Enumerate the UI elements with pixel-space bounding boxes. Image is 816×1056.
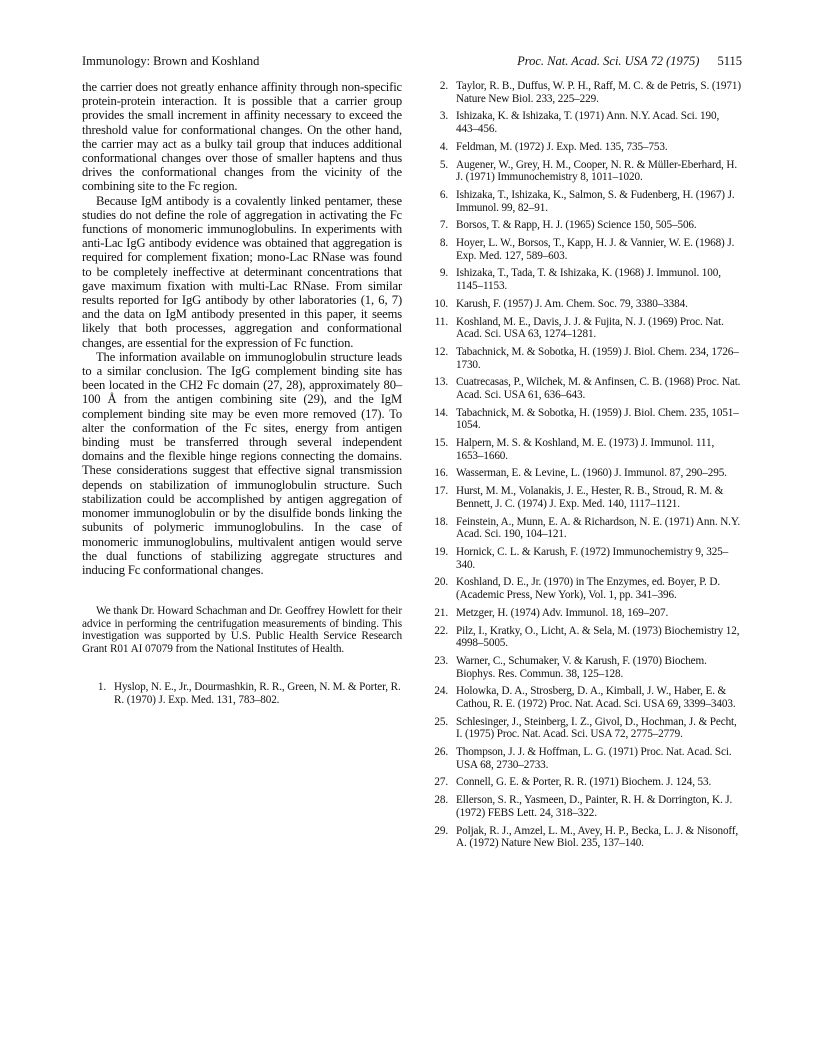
right-column: [424, 80, 742, 855]
reference-number: 5.: [439, 158, 448, 171]
reference-number: 1.: [97, 681, 106, 694]
reference-item: [424, 625, 742, 650]
reference-number: 7.: [439, 219, 448, 232]
section-title: Immunology: Brown and Koshland: [82, 54, 260, 68]
reference-text: Holowka, D. A., Strosberg, D. A., Kimball, J. W., Haber, E. & Cathou, R. E. (1972) Proc. Nat. Acad. Sci. USA 69, 3399–3403.: [456, 685, 736, 710]
reference-text: Halpern, M. S. & Koshland, M. E. (1973) J. Immunol. 111, 1653–1660.: [456, 437, 715, 462]
reference-number: 19.: [434, 546, 448, 558]
reference-item: [424, 825, 742, 850]
reference-item: [424, 794, 742, 819]
reference-number: 15.: [434, 437, 448, 450]
reference-number: 13.: [434, 376, 448, 389]
reference-item: [424, 141, 742, 154]
reference-number: 17.: [434, 485, 448, 498]
reference-text: Feldman, M. (1972) J. Exp. Med. 135, 735–753.: [456, 140, 668, 153]
reference-item: [82, 681, 402, 706]
reference-number: 29.: [434, 824, 448, 837]
reference-text: Hyslop, N. E., Jr., Dourmashkin, R. R., Green, N. M. & Porter, R. R. (1970) J. Exp. Med. 131, 783–802.: [114, 681, 401, 707]
reference-number: 26.: [434, 746, 448, 759]
reference-number: 12.: [434, 345, 448, 358]
reference-text: Taylor, R. B., Duffus, W. P. H., Raff, M. C. & de Petris, S. (1971) Nature New Biol. 233, 225–229.: [456, 80, 741, 105]
reference-item: [424, 546, 742, 571]
acknowledgment: We thank Dr. Howard Schachman and Dr. Geoffrey Howlett for their advice in performing the centrifugation measurements of binding. This investigation was supported by U.S. Public Health Service Research Grant R01 AI 07079 from the National Institutes of Health.: [82, 605, 402, 655]
reference-text: Hoyer, L. W., Borsos, T., Kapp, H. J. & Vannier, W. E. (1968) J. Exp. Med. 127, 589–603.: [456, 237, 735, 262]
reference-item: [424, 298, 742, 311]
reference-text: Connell, G. E. & Porter, R. R. (1971) Biochem. J. 124, 53.: [456, 776, 712, 789]
reference-item: [424, 685, 742, 710]
reference-item: [424, 607, 742, 620]
reference-item: [424, 467, 742, 480]
reference-text: Pilz, I., Kratky, O., Licht, A. & Sela, M. (1973) Biochemistry 12, 4998–5005.: [456, 624, 740, 650]
reference-text: Borsos, T. & Rapp, H. J. (1965) Science 150, 505–506.: [456, 219, 697, 232]
reference-item: [424, 437, 742, 462]
reference-item: [424, 110, 742, 135]
reference-text: Schlesinger, J., Steinberg, I. Z., Givol, D., Hochman, J. & Pecht, I. (1975) Proc. Nat. Acad. Sci. USA 72, 2775–2779.: [456, 715, 737, 741]
reference-number: 18.: [434, 515, 448, 528]
reference-text: Hurst, M. M., Volanakis, J. E., Hester, R. B., Stroud, R. M. & Bennett, J. C. (1974) J. Exp. Med. 140, 1117–1121.: [456, 485, 724, 510]
journal-info: [517, 54, 742, 70]
reference-text: Ishizaka, T., Tada, T. & Ishizaka, K. (1968) J. Immunol. 100, 1145–1153.: [456, 267, 721, 293]
reference-number: 9.: [439, 267, 448, 280]
reference-text: Ellerson, S. R., Yasmeen, D., Painter, R. H. & Dorrington, K. J. (1972) FEBS Lett. 24, 318–322.: [456, 794, 733, 819]
reference-item: [424, 655, 742, 680]
reference-item: [424, 716, 742, 741]
reference-item: [424, 159, 742, 184]
reference-item: [424, 576, 742, 601]
reference-item: [424, 237, 742, 262]
reference-number: 24.: [434, 685, 448, 698]
reference-item: [424, 407, 742, 432]
reference-text: Warner, C., Schumaker, V. & Karush, F. (1970) Biochem. Biophys. Res. Commun. 38, 125–128.: [456, 654, 707, 680]
reference-text: Tabachnick, M. & Sobotka, H. (1959) J. Biol. Chem. 234, 1726–1730.: [456, 345, 739, 371]
reference-item: [424, 219, 742, 232]
reference-number: 10.: [434, 297, 448, 310]
reference-text: Feinstein, A., Munn, E. A. & Richardson, N. E. (1971) Ann. N.Y. Acad. Sci. 190, 104–121.: [456, 515, 741, 541]
reference-item: [424, 80, 742, 105]
reference-item: [424, 776, 742, 789]
reference-text: Cuatrecasas, P., Wilchek, M. & Anfinsen, C. B. (1968) Proc. Nat. Acad. Sci. USA 61, 636–643.: [456, 376, 741, 401]
running-header: [82, 54, 742, 70]
reference-text: Poljak, R. J., Amzel, L. M., Avey, H. P., Becka, L. J. & Nisonoff, A. (1972) Nature New Biol. 235, 137–140.: [456, 824, 739, 850]
reference-number: 16.: [434, 467, 448, 480]
reference-number: 14.: [434, 406, 448, 419]
body-paragraph: Because IgM antibody is a covalently linked pentamer, these studies do not define the role of aggregation in activating the Fc functions of monomeric immunoglobulins. In experiments with anti-Lac IgG antibody evidence was obtained that aggregation is required for complement fixation; mono-Lac RNase was found to be completely ineffective at determinant concentrations that gave maximum fixation with multi-Lac RNase. From similar results reported for IgG antibody by other laboratories (1, 6, 7) and the data on IgM antibody presented in this paper, it seems likely that both processes, aggregation and conformational changes, are essential for the expression of Fc function.: [82, 193, 402, 350]
reference-number: 22.: [434, 624, 448, 637]
left-column: [82, 80, 402, 712]
reference-number: 6.: [439, 188, 448, 201]
reference-text: Metzger, H. (1974) Adv. Immunol. 18, 169–207.: [456, 606, 669, 619]
reference-number: 2.: [439, 80, 448, 92]
reference-item: [424, 485, 742, 510]
reference-text: Karush, F. (1957) J. Am. Chem. Soc. 79, 3380–3384.: [456, 297, 688, 310]
reference-text: Thompson, J. J. & Hoffman, L. G. (1971) Proc. Nat. Acad. Sci. USA 68, 2730–2733.: [456, 746, 732, 771]
reference-text: Wasserman, E. & Levine, L. (1960) J. Immunol. 87, 290–295.: [456, 467, 727, 480]
body-paragraph: the carrier does not greatly enhance affinity through non-specific protein-protein interaction. It is possible that a carrier group provides the small increment in affinity necessary to exceed the threshold value for conformational changes. On the other hand, the carrier may act as a bulky tail group that induces additional conformational changes over those of smaller haptens and thus drives the conformational changes from the vicinity of the combining site to the Fc region.: [82, 80, 402, 194]
reference-number: 25.: [434, 715, 448, 728]
page-number: 5115: [717, 54, 742, 68]
reference-text: Ishizaka, K. & Ishizaka, T. (1971) Ann. N.Y. Acad. Sci. 190, 443–456.: [456, 110, 720, 135]
reference-item: [424, 316, 742, 341]
reference-number: 8.: [439, 237, 448, 250]
reference-list-right: [424, 80, 742, 850]
reference-item: [424, 267, 742, 292]
body-paragraph: The information available on immunoglobulin structure leads to a similar conclusion. The IgG complement binding site has been located in the CH2 Fc domain (27, 28), approximately 80–100 Å from the antigen combining site (29), and the IgM complement binding site may be even more removed (17). To alter the conformation of the Fc sites, energy from antigen binding must be transferred through several independent domains and the flexible hinge regions connecting the domains. These considerations suggest that effective signal transmission depends on stabilization of immunoglobulin structure. Such stabilization could be accomplished by antigen aggregation of monomer immunoglobulin or by the disulfide bonds linking the subunits of polymeric immunoglobulins. In the case of monomeric immunoglobulins, multivalent antigen would serve the dual functions of stabilizing aggregate structures and inducing Fc conformational changes.: [82, 349, 402, 577]
reference-text: Augener, W., Grey, H. M., Cooper, N. R. & Müller-Eberhard, H. J. (1971) Immunochemistry 8, 1011–1020.: [456, 158, 738, 184]
reference-number: 21.: [434, 606, 448, 619]
reference-number: 20.: [434, 576, 448, 589]
reference-item: [424, 376, 742, 401]
reference-text: Koshland, D. E., Jr. (1970) in The Enzymes, ed. Boyer, P. D. (Academic Press, New York), Vol. 1, pp. 341–396.: [456, 576, 721, 601]
reference-number: 4.: [439, 140, 448, 153]
reference-item: [424, 516, 742, 541]
reference-item: [424, 346, 742, 371]
reference-number: 28.: [434, 794, 448, 807]
reference-text: Tabachnick, M. & Sobotka, H. (1959) J. Biol. Chem. 235, 1051–1054.: [456, 406, 739, 432]
reference-list-left: [82, 681, 402, 706]
reference-number: 11.: [434, 315, 448, 328]
reference-text: Hornick, C. L. & Karush, F. (1972) Immunochemistry 9, 325–340.: [456, 546, 729, 571]
reference-item: [424, 189, 742, 214]
journal-citation: Proc. Nat. Acad. Sci. USA 72 (1975): [517, 54, 700, 68]
reference-text: Koshland, M. E., Davis, J. J. & Fujita, N. J. (1969) Proc. Nat. Acad. Sci. USA 63, 1274–1281.: [456, 315, 724, 341]
reference-number: 23.: [434, 654, 448, 667]
reference-text: Ishizaka, T., Ishizaka, K., Salmon, S. & Fudenberg, H. (1967) J. Immunol. 99, 82–91.: [456, 188, 735, 214]
reference-number: 3.: [439, 110, 448, 123]
reference-number: 27.: [434, 776, 448, 789]
reference-item: [424, 746, 742, 771]
